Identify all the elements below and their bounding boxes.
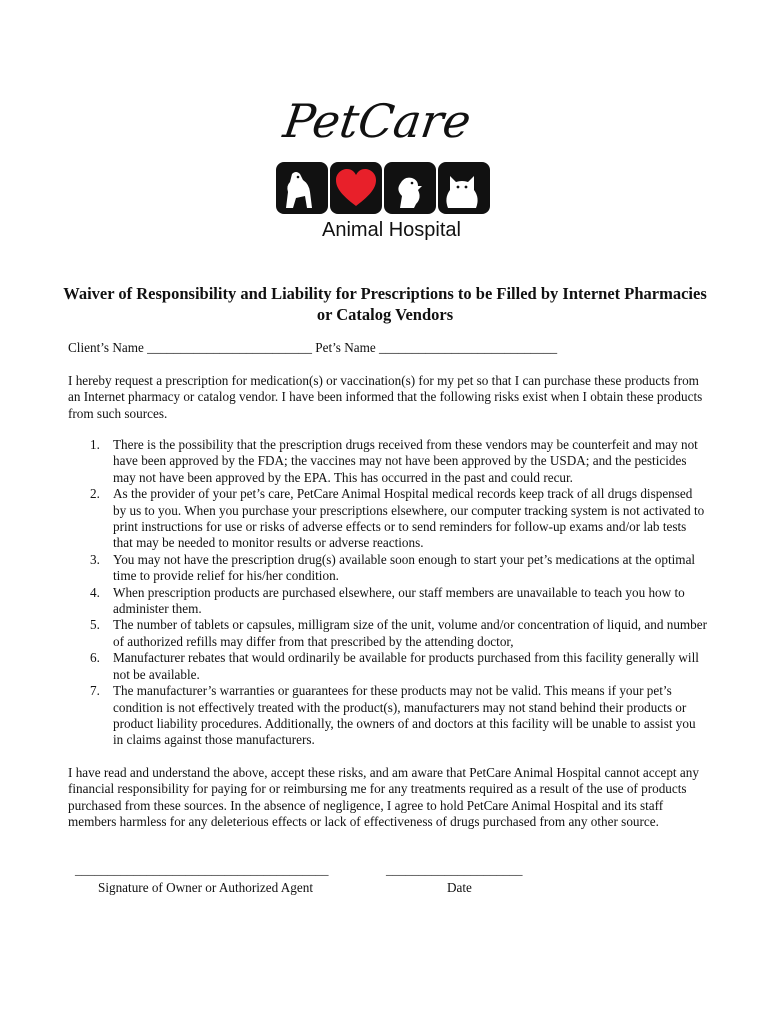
- list-text: Manufacturer rebates that would ordinarily be available for products purchased from this facility generally will not be available.: [113, 650, 699, 682]
- list-item: [68, 617, 708, 650]
- list-text: The manufacturer’s warranties or guarantees for these products may not be valid. This means if your pet’s condition is not effectively treated with the product(s), manufacturers may not stand behind their products or product liability procedures. Additionally, the owners of and doctors at this facility will be unable to assist you in claims against those manufacturers.: [113, 683, 696, 748]
- petcare-logo: [276, 94, 492, 244]
- logo-script-text: PetCare: [280, 94, 475, 148]
- list-text: As the provider of your pet’s care, PetCare Animal Hospital medical records keep track of all drugs dispensed by us to you. When you purchase your prescriptions elsewhere, our computer tracking system is not activated to print instructions for use or risks of adverse effects or to send reminders for follow-up exams and/or lab tests that may be needed to monitor results or adverse reactions.: [113, 486, 705, 551]
- bird-silhouette-icon: [384, 162, 436, 214]
- date-label: Date: [447, 880, 472, 895]
- list-item: [68, 683, 708, 749]
- name-fields-row: [68, 340, 557, 357]
- list-item: [68, 437, 708, 486]
- list-number: 6.: [90, 650, 100, 666]
- dog-silhouette-icon: [276, 162, 328, 214]
- list-text: When prescription products are purchased elsewhere, our staff members are unavailable to teach you how to administer them.: [113, 584, 685, 617]
- signature-field[interactable]: _______________________________________: [75, 862, 329, 877]
- list-number: 7.: [90, 683, 100, 699]
- list-number: 1.: [90, 437, 100, 452]
- cat-silhouette-icon: [438, 162, 490, 214]
- client-name-label: Client’s Name: [68, 340, 144, 355]
- heart-icon: [330, 162, 382, 214]
- pet-name-field[interactable]: ___________________________: [379, 340, 558, 355]
- client-name-field[interactable]: _________________________: [147, 340, 312, 355]
- list-item: [68, 650, 708, 683]
- list-number: 2.: [90, 486, 100, 502]
- list-number: 5.: [90, 617, 100, 633]
- list-number: 3.: [90, 551, 100, 567]
- list-item: [68, 486, 708, 552]
- list-text: You may not have the prescription drug(s) available soon enough to start your pet’s medications at the optimal time to provide relief for his/her condition.: [113, 551, 696, 584]
- pet-name-label: Pet’s Name: [315, 340, 376, 355]
- logo-subtitle: Animal Hospital: [322, 219, 461, 241]
- signature-label: Signature of Owner or Authorized Agent: [98, 880, 313, 895]
- list-text: The number of tablets or capsules, milligram size of the unit, volume and/or concentration of liquid, and number of authorized refills may differ from that prescribed by the attending doctor,: [113, 617, 708, 649]
- risk-list: [68, 437, 708, 749]
- list-number: 4.: [90, 584, 100, 600]
- closing-paragraph: I have read and understand the above, accept these risks, and am aware that PetCare Animal Hospital cannot accept any financial responsibility for paying for or reimbursing me for any treatments required as a result of the use of products purchased from these sources. In the absence of negligence, I agree to hold PetCare Animal Hospital and its staff members harmless for any deleterious effects or lack of effectiveness of drugs purchased from any other source.: [68, 765, 699, 830]
- list-item: [68, 552, 708, 585]
- logo-tiles: [276, 162, 492, 216]
- document-title: Waiver of Responsibility and Liability for Prescriptions to be Filled by Internet Pharmacies or Catalog Vendors: [63, 284, 707, 324]
- date-field[interactable]: _____________________: [386, 862, 523, 877]
- intro-paragraph: I hereby request a prescription for medication(s) or vaccination(s) for my pet so that I can purchase these products from an Internet pharmacy or catalog vendor. I have been informed that the following risks exist when I obtain these products from such sources.: [68, 373, 703, 421]
- list-text: There is the possibility that the prescription drugs received from these vendors may be counterfeit and may not have been approved by the FDA; the vaccines may not have been approved by the USDA; and the pesticides may not have been approved by the EPA. This has occurred in the past and could recur.: [113, 437, 698, 485]
- list-item: [68, 585, 708, 618]
